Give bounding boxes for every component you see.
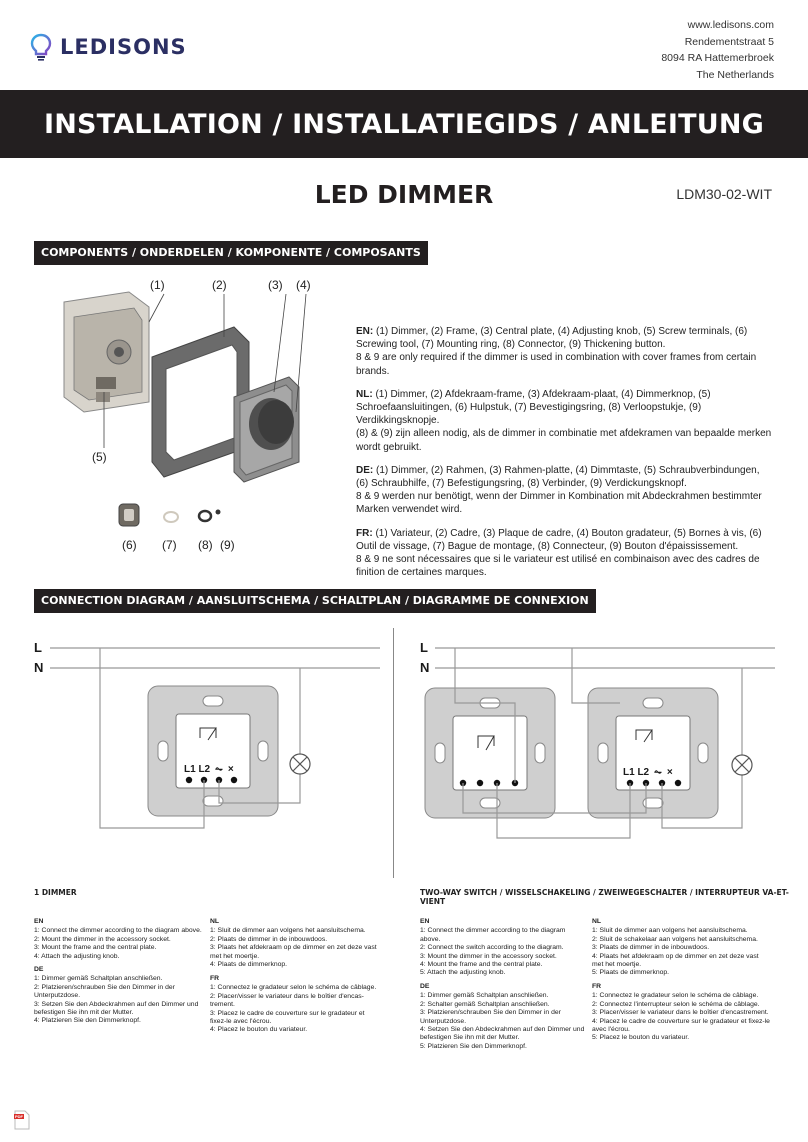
single-fr-instructions — [210, 975, 390, 1035]
twoway-nl-line: 4: Plaats het afdekraam op de dimmer en zet deze vast — [592, 952, 759, 960]
banner-title: INSTALLATION / INSTALLATIEGIDS / ANLEITUNG — [43, 108, 765, 140]
twoway-de-line: befestigen Sie ihn mit der Mutter. — [420, 1034, 520, 1042]
twoway-fr-line: 5: Placez le bouton du variateur. — [592, 1034, 690, 1042]
pdf-label: PDF — [15, 1114, 23, 1119]
single-fr-line: trement. — [210, 1001, 235, 1009]
twoway-en-instructions — [420, 918, 588, 978]
components-illustration — [34, 272, 334, 562]
desc-en-note: 8 & 9 are only required if the dimmer is used in combination with cover frames from certain brands. — [356, 352, 757, 377]
twoway-en-line: 5: Attach the adjusting knob. — [420, 969, 506, 977]
single-en-line: 4: Attach the adjusting knob. — [34, 952, 120, 960]
label-knob: (4) — [296, 278, 311, 292]
twoway-en-line: 4: Mount the frame and the central plate. — [420, 961, 543, 969]
components-description — [356, 325, 774, 589]
twoway-nl-lang: NL — [592, 918, 602, 925]
terminal-labels-right — [623, 767, 673, 778]
single-de-line: 1: Dimmer gemäß Schaltplan anschließen. — [34, 975, 163, 983]
single-fr-line: 1: Connectez le gradateur selon le schéma de câblage. — [210, 984, 377, 992]
twoway-en-line: 3: Mount the dimmer in the accessory socket. — [420, 952, 557, 960]
desc-fr-note: 8 & 9 ne sont nécessaires que si le variateur est utilisé en combinaison avec des cadres de finition de certaines marques. — [356, 554, 760, 579]
desc-fr-text: (1) Variateur, (2) Cadre, (3) Plaque de cadre, (4) Bouton gradateur, (5) Bornes à vis, (6) Outil de vissage, (7) Bague de montage, (8) Connecteur, (9) Bouton d'épaississement. — [356, 527, 762, 552]
line-n-label-left: N — [34, 660, 44, 675]
mounting-ring-illustration — [164, 512, 178, 522]
connection-heading: CONNECTION DIAGRAM / AANSLUITSCHEMA / SCHALTPLAN / DIAGRAMME DE CONNEXION — [34, 589, 596, 613]
twoway-en-line: 2: Connect the switch according to the diagram. — [420, 944, 564, 952]
single-fr-line: fixez-le avec l'écrou. — [210, 1018, 272, 1026]
label-thickening-button: (9) — [220, 538, 235, 552]
label-connector: (8) — [198, 538, 213, 552]
desc-nl-lang: NL: — [356, 388, 373, 400]
twoway-fr-line: 1: Connectez le gradateur selon le schéma de câblage. — [592, 992, 759, 1000]
twoway-de-line: 2: Schalter gemäß Schaltplan anschließen. — [420, 1000, 550, 1008]
desc-en — [356, 325, 774, 378]
single-de-line: Unterputzdose. — [34, 992, 81, 1000]
twoway-en-lang: EN — [420, 918, 430, 925]
twoway-fr-lang: FR — [592, 983, 602, 990]
twoway-nl-instructions — [592, 918, 782, 978]
single-fr-line: 4: Placez le bouton du variateur. — [210, 1026, 308, 1034]
terminal-l1-right: L1 — [623, 767, 635, 778]
single-fr-line: 2: Placer/visser le variateur dans le boîtier d'encas- — [210, 992, 364, 1000]
logo — [30, 32, 200, 62]
wiring-diagram — [0, 628, 808, 878]
label-screw-terminals: (5) — [92, 450, 107, 464]
twoway-de-line: 5: Platzieren Sie den Dimmerknopf. — [420, 1042, 527, 1050]
twoway-fr-line: avec l'écrou. — [592, 1026, 630, 1034]
single-nl-line: 3: Plaats het afdekraam op de dimmer en zet deze vast — [210, 944, 377, 952]
terminal-l2: L2 — [198, 764, 211, 775]
terminal-dimmer-right: ⏦ — [653, 767, 663, 778]
label-screwing-tool: (6) — [122, 538, 137, 552]
single-en-line: 2: Mount the dimmer in the accessory socket. — [34, 935, 171, 943]
single-de-line: 4: Platzieren Sie den Dimmerknopf. — [34, 1017, 141, 1025]
twoway-fr-instructions — [592, 983, 782, 1043]
desc-en-lang: EN: — [356, 326, 374, 337]
product-code: LDM30-02-WIT — [676, 186, 772, 202]
address-country: The Netherlands — [696, 68, 774, 81]
desc-de-text: (1) Dimmer, (2) Rahmen, (3) Rahmen-platte, (4) Dimmtaste, (5) Schraubverbindungen, (6) Schraubhilfe, (7) Befestigungsring, (8) Verbinder, (9) Verdickungsknopf. — [356, 464, 760, 490]
twoway-de-line: 4: Setzen Sie den Abdeckrahmen auf den Dimmer und — [420, 1026, 585, 1034]
terminal-unused-right: × — [666, 767, 673, 778]
title-banner — [0, 90, 808, 158]
single-de-line: 2: Platzieren/schrauben Sie den Dimmer in der — [34, 983, 175, 991]
single-de-lang: DE — [34, 966, 44, 973]
terminal-unused: × — [227, 764, 234, 775]
lightbulb-icon — [30, 33, 52, 61]
terminal-l2-right: L2 — [637, 767, 650, 778]
twoway-de-line: 1: Dimmer gemäß Schaltplan anschließen. — [420, 992, 549, 1000]
single-de-instructions — [34, 966, 204, 1026]
two-way-diagram — [425, 648, 775, 838]
website-link[interactable]: www.ledisons.com — [687, 19, 774, 31]
desc-de-note: 8 & 9 werden nur benötigt, wenn der Dimmer in Kombination mit Abdeckrahmen bestimmter Marken verwendet wird. — [356, 491, 762, 516]
single-de-line: 3: Setzen Sie den Abdeckrahmen auf den Dimmer und — [34, 1000, 199, 1008]
product-title: LED DIMMER — [314, 180, 494, 209]
desc-nl-text: (1) Dimmer, (2) Afdekraam-frame, (3) Afdekraam-plaat, (4) Dimmerknop, (5) Schroefaansluitingen, (6) Hulpstuk, (7) Bevestigingsring, (8) Verloopstukje, (9) Verdikkingsknopje. — [356, 388, 711, 427]
twoway-de-line: 3: Platzieren/schrauben Sie den Dimmer in der — [420, 1009, 561, 1017]
twoway-en-line: above. — [420, 935, 441, 943]
single-dimmer-diagram — [50, 648, 380, 828]
desc-fr — [356, 527, 774, 580]
desc-fr-lang: FR: — [356, 527, 373, 539]
desc-de — [356, 464, 774, 517]
single-de-line: befestigen Sie ihn mit der Mutter. — [34, 1009, 134, 1017]
twoway-nl-line: 2: Sluit de schakelaar aan volgens het aansluitschema. — [592, 935, 758, 943]
twoway-nl-line: 5: Plaats de dimmerknop. — [592, 969, 670, 977]
terminal-dimmer: ⏦ — [214, 764, 224, 775]
twoway-nl-line: 3: Plaats de dimmer in de inbouwdoos. — [592, 944, 710, 952]
twoway-de-line: Unterputzdose. — [420, 1017, 467, 1025]
single-nl-line: 2: Plaats de dimmer in de inbouwdoos. — [210, 935, 328, 943]
single-nl-instructions — [210, 918, 390, 969]
twoway-de-instructions — [420, 983, 588, 1051]
single-fr-lang: FR — [210, 975, 220, 982]
line-l-label-left: L — [34, 640, 42, 655]
connector-illustration — [199, 511, 211, 521]
desc-de-lang: DE: — [356, 464, 374, 476]
twoway-nl-line: met het moertje. — [592, 961, 642, 969]
single-fr-line: 3: Placez le cadre de couverture sur le gradateur et — [210, 1009, 365, 1017]
desc-en-text: (1) Dimmer, (2) Frame, (3) Central plate, (4) Adjusting knob, (5) Screw terminals, (6) Screwing tool, (7) Mounting ring, (8) Connector, (9) Thickening button. — [356, 326, 748, 351]
label-dimmer: (1) — [150, 278, 165, 292]
address-city: 8094 RA Hattemerbroek — [661, 52, 774, 64]
single-nl-lang: NL — [210, 918, 220, 925]
single-nl-line: 4: Plaats de dimmerknop. — [210, 961, 288, 969]
single-en-line: 1: Connect the dimmer according to the diagram above. — [34, 927, 202, 935]
company-address — [661, 17, 774, 83]
address-street: Rendementstraat 5 — [684, 35, 774, 48]
single-nl-line: met het moertje. — [210, 952, 260, 960]
pdf-icon[interactable] — [14, 1110, 30, 1130]
desc-nl — [356, 388, 774, 454]
line-l-label-right: L — [420, 640, 428, 655]
twoway-fr-line: 3: Placer/visser le variateur dans le boîtier d'encastrement. — [592, 1009, 769, 1017]
single-en-lang: EN — [34, 918, 44, 925]
twoway-en-line: 1: Connect the dimmer according to the diagram — [420, 927, 566, 935]
logo-text: LEDISONS — [60, 35, 187, 59]
single-en-line: 3: Mount the frame and the central plate. — [34, 944, 157, 952]
terminal-labels-left — [184, 764, 234, 775]
desc-nl-note: (8) & (9) zijn alleen nodig, als de dimmer in combinatie met afdekramen van bepaalde merken wordt gebruikt. — [356, 428, 772, 453]
single-dimmer-title: 1 DIMMER — [34, 888, 77, 897]
line-n-label-right: N — [420, 660, 430, 675]
components-heading: COMPONENTS / ONDERDELEN / KOMPONENTE / COMPOSANTS — [34, 241, 428, 265]
components-image — [34, 272, 334, 562]
thickening-button-illustration — [216, 510, 221, 515]
terminal-l1: L1 — [184, 764, 196, 775]
single-en-instructions — [34, 918, 204, 961]
twoway-nl-line: 1: Sluit de dimmer aan volgens het aansluitschema. — [592, 927, 748, 935]
twoway-fr-line: 2: Connectez l'interrupteur selon le schéma de câblage. — [592, 1000, 760, 1008]
dimmer-illustration — [64, 292, 149, 412]
single-nl-line: 1: Sluit de dimmer aan volgens het aansluitschema. — [210, 927, 366, 935]
twoway-fr-line: 4: Placez le cadre de couverture sur le gradateur et fixez-le — [592, 1017, 770, 1025]
twoway-de-lang: DE — [420, 983, 430, 990]
label-mounting-ring: (7) — [162, 538, 177, 552]
label-central-plate: (3) — [268, 278, 283, 292]
label-frame: (2) — [212, 278, 227, 292]
two-way-title: TWO-WAY SWITCH / WISSELSCHAKELING / ZWEIWEGESCHALTER / INTERRUPTEUR VA-ET-VIENT — [420, 888, 789, 906]
